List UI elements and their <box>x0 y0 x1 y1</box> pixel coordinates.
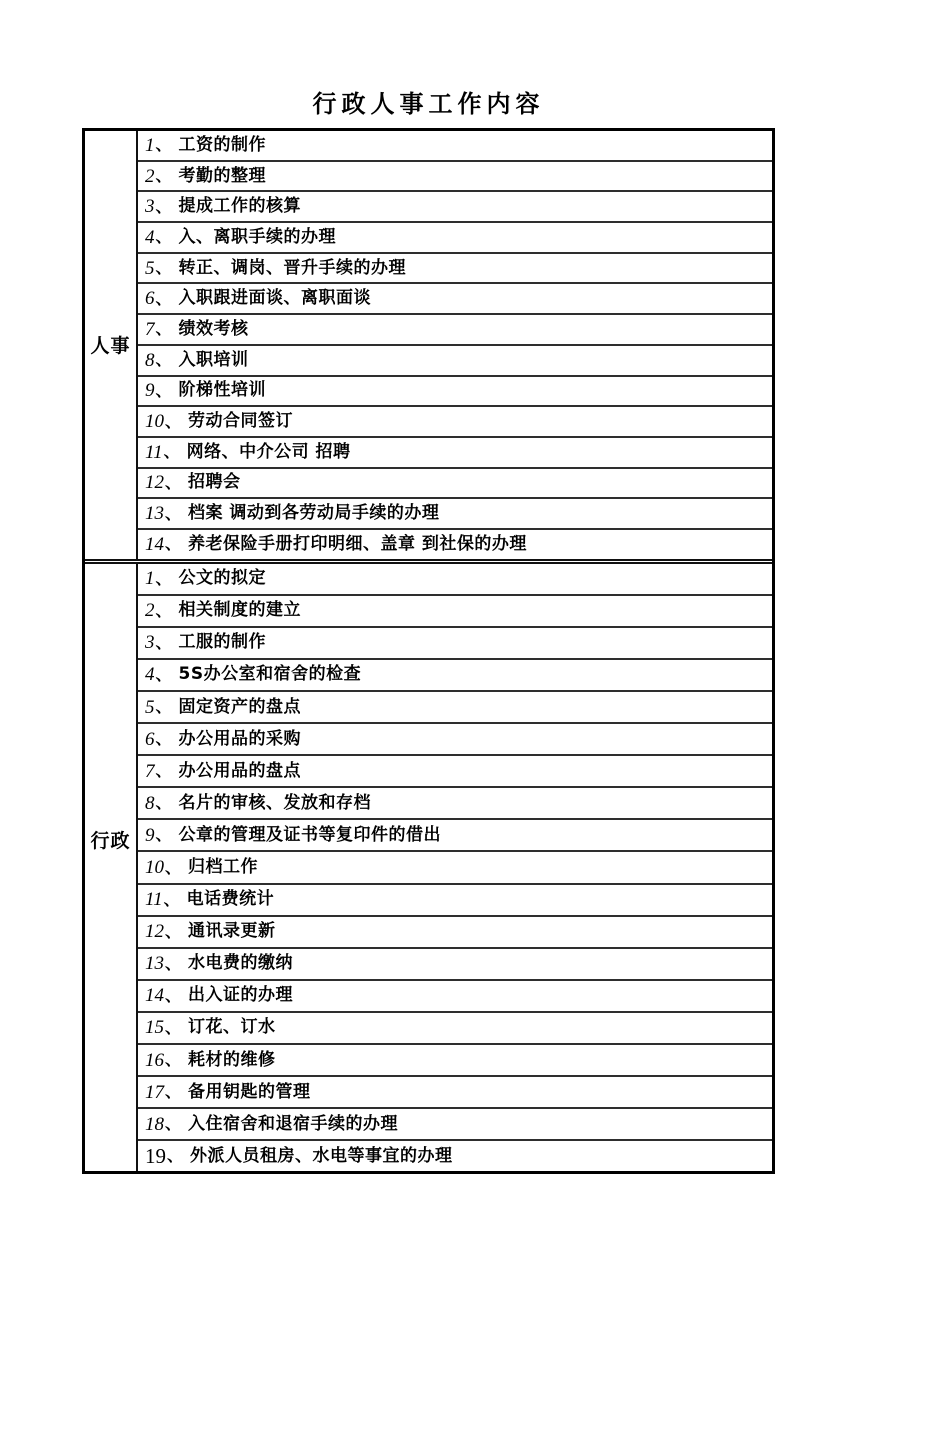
table-row <box>138 131 772 162</box>
item-number: 10 <box>145 857 164 879</box>
enum-separator: 、 <box>155 258 172 278</box>
enum-separator: 、 <box>165 503 182 523</box>
item-number: 12 <box>145 472 164 494</box>
item-number: 19 <box>145 1143 166 1168</box>
table-row <box>138 949 772 981</box>
table-row <box>138 438 772 469</box>
item-text: 入、离职手续的办理 <box>178 226 337 247</box>
item-number: 4 <box>145 226 155 248</box>
item-number: 7 <box>145 760 155 782</box>
table-row <box>138 885 772 917</box>
enum-separator: 、 <box>165 1017 182 1037</box>
enum-separator: 、 <box>155 664 172 684</box>
table-row <box>138 564 772 596</box>
item-text: 提成工作的核算 <box>178 196 302 217</box>
item-text: 入职培训 <box>178 349 249 370</box>
table-row <box>138 1045 772 1077</box>
section-rows <box>138 131 772 559</box>
work-content-table <box>82 128 775 1174</box>
item-text: 耗材的维修 <box>188 1049 276 1070</box>
table-row <box>138 223 772 254</box>
enum-separator: 、 <box>165 1082 182 1102</box>
enum-separator: 、 <box>165 472 182 492</box>
item-number: 6 <box>145 288 155 310</box>
table-row <box>138 346 772 377</box>
item-text: 办公用品的采购 <box>178 728 302 749</box>
item-number: 5 <box>145 257 155 279</box>
enum-separator: 、 <box>163 889 180 909</box>
item-number: 5 <box>145 696 155 718</box>
item-text: 固定资产的盘点 <box>178 696 302 717</box>
document-page <box>0 90 950 1434</box>
item-number: 8 <box>145 792 155 814</box>
item-text: 绩效考核 <box>178 318 249 339</box>
item-text: 转正、调岗、晋升手续的办理 <box>178 257 407 278</box>
item-number: 7 <box>145 318 155 340</box>
table-row <box>138 692 772 724</box>
item-number: 3 <box>145 196 155 218</box>
enum-separator: 、 <box>155 227 172 247</box>
table-row <box>138 315 772 346</box>
enum-separator: 、 <box>155 697 172 717</box>
enum-separator: 、 <box>155 350 172 370</box>
enum-separator: 、 <box>155 166 172 186</box>
item-number: 14 <box>145 985 164 1007</box>
item-number: 17 <box>145 1081 164 1103</box>
item-number: 1 <box>145 568 155 590</box>
enum-separator: 、 <box>165 921 182 941</box>
enum-separator: 、 <box>165 953 182 973</box>
item-number: 11 <box>145 889 163 911</box>
enum-separator: 、 <box>155 196 172 216</box>
enum-separator: 、 <box>155 600 172 620</box>
enum-separator: 、 <box>155 568 172 588</box>
table-row <box>138 1077 772 1109</box>
item-number: 10 <box>145 411 164 433</box>
item-number: 4 <box>145 664 155 686</box>
table-row <box>138 981 772 1013</box>
enum-separator: 、 <box>155 380 172 400</box>
table-row <box>138 1109 772 1141</box>
table-row <box>138 407 772 438</box>
item-text: 相关制度的建立 <box>178 600 302 621</box>
enum-separator: 、 <box>165 411 182 431</box>
item-number: 12 <box>145 921 164 943</box>
item-text: 档案 调动到各劳动局手续的办理 <box>188 503 440 524</box>
table-row <box>138 660 772 692</box>
table-row <box>138 162 772 193</box>
item-number: 16 <box>145 1049 164 1071</box>
table-row <box>138 530 772 559</box>
item-text: 阶梯性培训 <box>178 380 267 401</box>
item-text: 外派人员租房、水电等事宜的办理 <box>190 1145 453 1166</box>
page-title: 行政人事工作内容 <box>312 90 545 118</box>
item-text: 工资的制作 <box>178 134 267 155</box>
item-text: 养老保险手册打印明细、盖章 到社保的办理 <box>188 533 527 554</box>
item-text: 入职跟进面谈、离职面谈 <box>178 288 372 309</box>
item-number: 8 <box>145 349 155 371</box>
item-text: 5S办公室和宿舍的检查 <box>178 664 362 685</box>
table-row <box>138 254 772 285</box>
table-row <box>138 1013 772 1045</box>
table-row <box>138 820 772 852</box>
item-number: 6 <box>145 728 155 750</box>
enum-separator: 、 <box>165 857 182 877</box>
table-row <box>138 469 772 500</box>
item-number: 13 <box>145 503 164 525</box>
table-row <box>138 852 772 884</box>
item-text: 名片的审核、发放和存档 <box>178 792 372 813</box>
item-text: 备用钥匙的管理 <box>188 1081 311 1102</box>
table-row <box>138 628 772 660</box>
item-number: 11 <box>145 441 163 463</box>
item-number: 9 <box>145 824 155 846</box>
item-number: 3 <box>145 632 155 654</box>
item-text: 公文的拟定 <box>178 568 267 589</box>
item-text: 劳动合同签订 <box>188 411 294 432</box>
enum-separator: 、 <box>165 534 182 554</box>
item-text: 订花、订水 <box>188 1017 276 1038</box>
enum-separator: 、 <box>167 1146 184 1166</box>
item-text: 网络、中介公司 招聘 <box>186 441 351 462</box>
item-text: 水电费的缴纳 <box>188 953 294 974</box>
enum-separator: 、 <box>165 985 182 1005</box>
item-number: 2 <box>145 600 155 622</box>
item-text: 电话费统计 <box>186 889 275 910</box>
item-number: 1 <box>145 134 155 156</box>
table-section <box>85 564 772 1172</box>
table-row <box>138 788 772 820</box>
item-text: 考勤的整理 <box>178 165 267 186</box>
item-text: 工服的制作 <box>178 632 267 653</box>
table-row <box>138 499 772 530</box>
table-row <box>138 377 772 408</box>
item-text: 招聘会 <box>188 472 241 493</box>
enum-separator: 、 <box>155 632 172 652</box>
enum-separator: 、 <box>155 793 172 813</box>
table-row <box>138 284 772 315</box>
item-text: 入住宿舍和退宿手续的办理 <box>188 1113 399 1134</box>
item-number: 14 <box>145 533 164 555</box>
item-number: 13 <box>145 953 164 975</box>
enum-separator: 、 <box>155 288 172 308</box>
item-text: 归档工作 <box>188 857 259 878</box>
enum-separator: 、 <box>165 1114 182 1134</box>
enum-separator: 、 <box>155 761 172 781</box>
item-text: 公章的管理及证书等复印件的借出 <box>178 824 442 845</box>
section-label: 行政 <box>85 564 138 1172</box>
enum-separator: 、 <box>163 442 180 462</box>
enum-separator: 、 <box>155 319 172 339</box>
item-number: 2 <box>145 165 155 187</box>
table-row <box>138 192 772 223</box>
item-text: 办公用品的盘点 <box>178 760 302 781</box>
section-rows <box>138 564 772 1172</box>
item-number: 15 <box>145 1017 164 1039</box>
table-row <box>138 724 772 756</box>
enum-separator: 、 <box>155 135 172 155</box>
table-section <box>85 131 772 559</box>
item-text: 出入证的办理 <box>188 985 294 1006</box>
enum-separator: 、 <box>155 825 172 845</box>
table-row <box>138 596 772 628</box>
table-row <box>138 1141 772 1171</box>
item-number: 9 <box>145 380 155 402</box>
item-number: 18 <box>145 1113 164 1135</box>
section-label: 人事 <box>85 131 138 559</box>
enum-separator: 、 <box>165 1050 182 1070</box>
table-row <box>138 756 772 788</box>
item-text: 通讯录更新 <box>188 921 276 942</box>
table-row <box>138 917 772 949</box>
enum-separator: 、 <box>155 729 172 749</box>
